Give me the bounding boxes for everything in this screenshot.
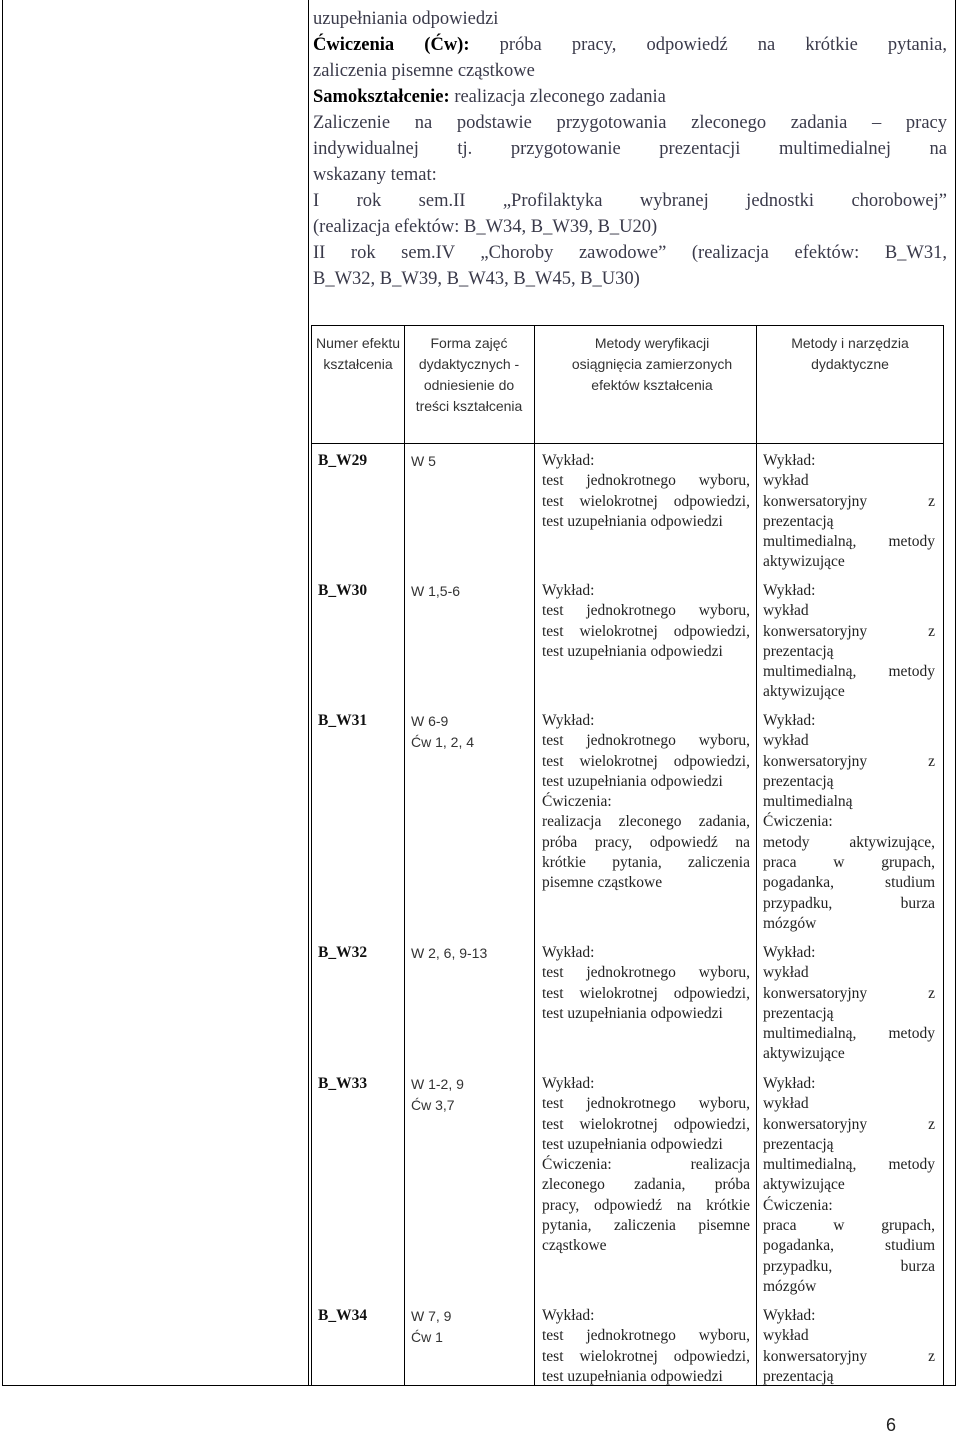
intro-line: B_W32, B_W39, B_W43, B_W45, B_U30) <box>313 269 640 289</box>
intro-line: Ćwiczenia (Ćw): próba pracy, odpowiedź na krótkie pytania, <box>313 35 947 55</box>
left-column <box>3 0 309 1385</box>
metody-line: aktywizujące <box>763 683 845 701</box>
intro-line: Zaliczenie na podstawie przygotowania zleconego zadania – pracy <box>313 113 947 133</box>
metody-cell <box>763 1306 935 1387</box>
metody-line: wykład <box>763 1095 809 1113</box>
metody-line: multimedialną, metody <box>763 1156 935 1174</box>
metody-line: multimedialną, metody <box>763 533 935 551</box>
weryfikacja-cell <box>542 943 750 1024</box>
column-divider <box>756 326 757 1386</box>
header-forma: Forma zajęć dydaktycznych - odniesienie do treści kształcenia <box>415 335 523 414</box>
forma-zajec <box>411 1306 529 1347</box>
forma-zajec <box>411 943 529 964</box>
metody-cell <box>763 581 935 703</box>
weryfikacja-line: pracy, odpowiedź na krótkie <box>542 1196 750 1214</box>
intro-line: uzupełniania odpowiedzi <box>313 9 499 29</box>
metody-line: pogadanka, studium <box>763 1237 935 1255</box>
metody-line: wykład <box>763 472 809 490</box>
forma-line: W 2, 6, 9-13 <box>411 945 488 961</box>
column-divider <box>404 326 405 1386</box>
intro-line: indywidualnej tj. przygotowanie prezentacji multimedialnej na <box>313 139 947 159</box>
metody-line: konwersatoryjny z <box>763 1347 935 1365</box>
intro-bold-label: Ćwiczenia (Ćw): <box>313 35 470 55</box>
forma-line: Ćw 1 <box>411 1328 443 1345</box>
intro-line: wskazany temat: <box>313 165 437 185</box>
weryfikacja-cell <box>542 1306 750 1387</box>
intro-line: Samokształcenie: realizacja zleconego zadania <box>313 87 666 107</box>
metody-line: multimedialną <box>763 793 853 811</box>
weryfikacja-line: cząstkowe <box>542 1237 607 1255</box>
forma-line: Ćw 1, 2, 4 <box>411 733 475 750</box>
effect-code: B_W29 <box>318 452 368 469</box>
weryfikacja-line: test wielokrotnej odpowiedzi, <box>542 492 750 510</box>
metody-line: Wykład: <box>763 944 816 961</box>
weryfikacja-line: test wielokrotnej odpowiedzi, <box>542 1115 750 1133</box>
weryfikacja-line: test wielokrotnej odpowiedzi, <box>542 752 750 770</box>
metody-line: mózgów <box>763 1277 817 1295</box>
row-divider <box>312 443 943 444</box>
metody-line: praca w grupach, <box>763 854 935 872</box>
metody-line: prezentacją <box>763 512 834 530</box>
metody-line: konwersatoryjny z <box>763 622 935 640</box>
weryfikacja-line: test jednokrotnego wyboru, <box>542 964 750 982</box>
weryfikacja-line: Wykład: <box>542 452 595 469</box>
weryfikacja-line: test uzupełniania odpowiedzi <box>542 1367 723 1385</box>
metody-line: wykład <box>763 602 809 620</box>
weryfikacja-line: Wykład: <box>542 1075 595 1092</box>
weryfikacja-cell <box>542 1074 750 1257</box>
weryfikacja-line: test uzupełniania odpowiedzi <box>542 772 723 790</box>
intro-line: zaliczenia pisemne cząstkowe <box>313 61 535 81</box>
metody-line: mózgów <box>763 914 817 932</box>
header-weryfikacja: Metody weryfikacji osiągnięcia zamierzonych efektów kształcenia <box>571 335 733 393</box>
metody-line: wykład <box>763 732 809 750</box>
weryfikacja-line: Wykład: <box>542 582 595 599</box>
weryfikacja-line: test wielokrotnej odpowiedzi, <box>542 1347 750 1365</box>
weryfikacja-line: Wykład: <box>542 712 595 729</box>
weryfikacja-line: krótkie pytania, zaliczenia <box>542 854 750 872</box>
weryfikacja-line: test jednokrotnego wyboru, <box>542 1095 750 1113</box>
effect-code: B_W30 <box>318 582 368 599</box>
forma-zajec <box>411 711 529 752</box>
page-number: 6 <box>885 1415 896 1435</box>
weryfikacja-line: test jednokrotnego wyboru, <box>542 1327 750 1345</box>
metody-line: wykład <box>763 1327 809 1345</box>
weryfikacja-cell <box>542 451 750 532</box>
effect-code: B_W33 <box>318 1075 368 1092</box>
metody-line: konwersatoryjny z <box>763 1115 935 1133</box>
metody-line: wykład <box>763 964 809 982</box>
metody-line: aktywizujące <box>763 1045 845 1063</box>
metody-cell <box>763 451 935 573</box>
metody-line: konwersatoryjny z <box>763 752 935 770</box>
metody-cell <box>763 1074 935 1297</box>
weryfikacja-line: test wielokrotnej odpowiedzi, <box>542 622 750 640</box>
weryfikacja-line: test wielokrotnej odpowiedzi, <box>542 984 750 1002</box>
intro-text <box>313 6 947 292</box>
forma-zajec <box>411 1074 529 1115</box>
metody-line: aktywizujące <box>763 553 845 571</box>
weryfikacja-line: test uzupełniania odpowiedzi <box>542 1135 723 1153</box>
metody-line: praca w grupach, <box>763 1217 935 1235</box>
effect-code: B_W32 <box>318 944 368 961</box>
weryfikacja-line: test uzupełniania odpowiedzi <box>542 512 723 530</box>
weryfikacja-line: zleconego zadania, próba <box>542 1176 750 1194</box>
metody-line: Ćwiczenia: <box>763 813 833 831</box>
metody-line: prezentacją <box>763 1004 834 1022</box>
metody-line: prezentacją <box>763 1135 834 1153</box>
metody-line: pogadanka, studium <box>763 874 935 892</box>
metody-line: aktywizujące <box>763 1176 845 1194</box>
metody-line: prezentacją <box>763 642 834 660</box>
effect-code: B_W31 <box>318 712 368 729</box>
metody-line: Wykład: <box>763 1075 816 1092</box>
metody-line: multimedialną, metody <box>763 1025 935 1043</box>
intro-line: (realizacja efektów: B_W34, B_W39, B_U20) <box>313 217 658 237</box>
weryfikacja-cell <box>542 711 750 894</box>
effect-code: B_W34 <box>318 1307 368 1324</box>
metody-line: przypadku, burza <box>763 894 935 912</box>
metody-line: Wykład: <box>763 1307 816 1324</box>
metody-line: metody aktywizujące, <box>763 833 935 851</box>
weryfikacja-line: pisemne cząstkowe <box>542 874 663 892</box>
forma-zajec <box>411 581 529 602</box>
metody-line: prezentacją <box>763 772 834 790</box>
metody-line: prezentacją <box>763 1367 834 1385</box>
metody-line: Wykład: <box>763 582 816 599</box>
metody-line: Wykład: <box>763 452 816 469</box>
weryfikacja-cell <box>542 581 750 662</box>
weryfikacja-line: test uzupełniania odpowiedzi <box>542 1004 723 1022</box>
metody-line: Ćwiczenia: <box>763 1196 833 1214</box>
weryfikacja-line: pytania, zaliczenia pisemne <box>542 1217 750 1235</box>
intro-bold-label: Samokształcenie: <box>313 87 450 107</box>
weryfikacja-line: Ćwiczenia: realizacja <box>542 1156 750 1174</box>
weryfikacja-line: Ćwiczenia: <box>542 793 612 811</box>
header-metody: Metody i narzędzia dydaktyczne <box>791 335 909 372</box>
metody-cell <box>763 943 935 1065</box>
forma-line: W 5 <box>411 453 436 469</box>
metody-line: multimedialną, metody <box>763 663 935 681</box>
metody-line: konwersatoryjny z <box>763 984 935 1002</box>
weryfikacja-line: realizacja zleconego zadania, <box>542 813 750 831</box>
intro-line: I rok sem.II „Profilaktyka wybranej jednostki chorobowej” <box>313 191 947 211</box>
header-numer: Numer efektu kształcenia <box>315 335 401 372</box>
weryfikacja-line: próba pracy, odpowiedź na <box>542 833 750 851</box>
metody-line: przypadku, burza <box>763 1257 935 1275</box>
forma-line: W 7, 9 <box>411 1308 452 1324</box>
metody-line: Wykład: <box>763 712 816 729</box>
forma-line: W 6-9 <box>411 713 449 729</box>
metody-line: konwersatoryjny z <box>763 492 935 510</box>
column-divider <box>534 326 535 1386</box>
forma-zajec <box>411 451 529 472</box>
weryfikacja-line: test uzupełniania odpowiedzi <box>542 642 723 660</box>
forma-line: Ćw 3,7 <box>411 1096 455 1113</box>
methods-table <box>311 325 944 1386</box>
forma-line: W 1,5-6 <box>411 583 461 599</box>
intro-line: II rok sem.IV „Choroby zawodowe” (realizacja efektów: B_W31, <box>313 243 947 263</box>
weryfikacja-line: Wykład: <box>542 944 595 961</box>
weryfikacja-line: test jednokrotnego wyboru, <box>542 732 750 750</box>
weryfikacja-line: test jednokrotnego wyboru, <box>542 472 750 490</box>
metody-cell <box>763 711 935 934</box>
weryfikacja-line: test jednokrotnego wyboru, <box>542 602 750 620</box>
forma-line: W 1-2, 9 <box>411 1076 464 1092</box>
weryfikacja-line: Wykład: <box>542 1307 595 1324</box>
